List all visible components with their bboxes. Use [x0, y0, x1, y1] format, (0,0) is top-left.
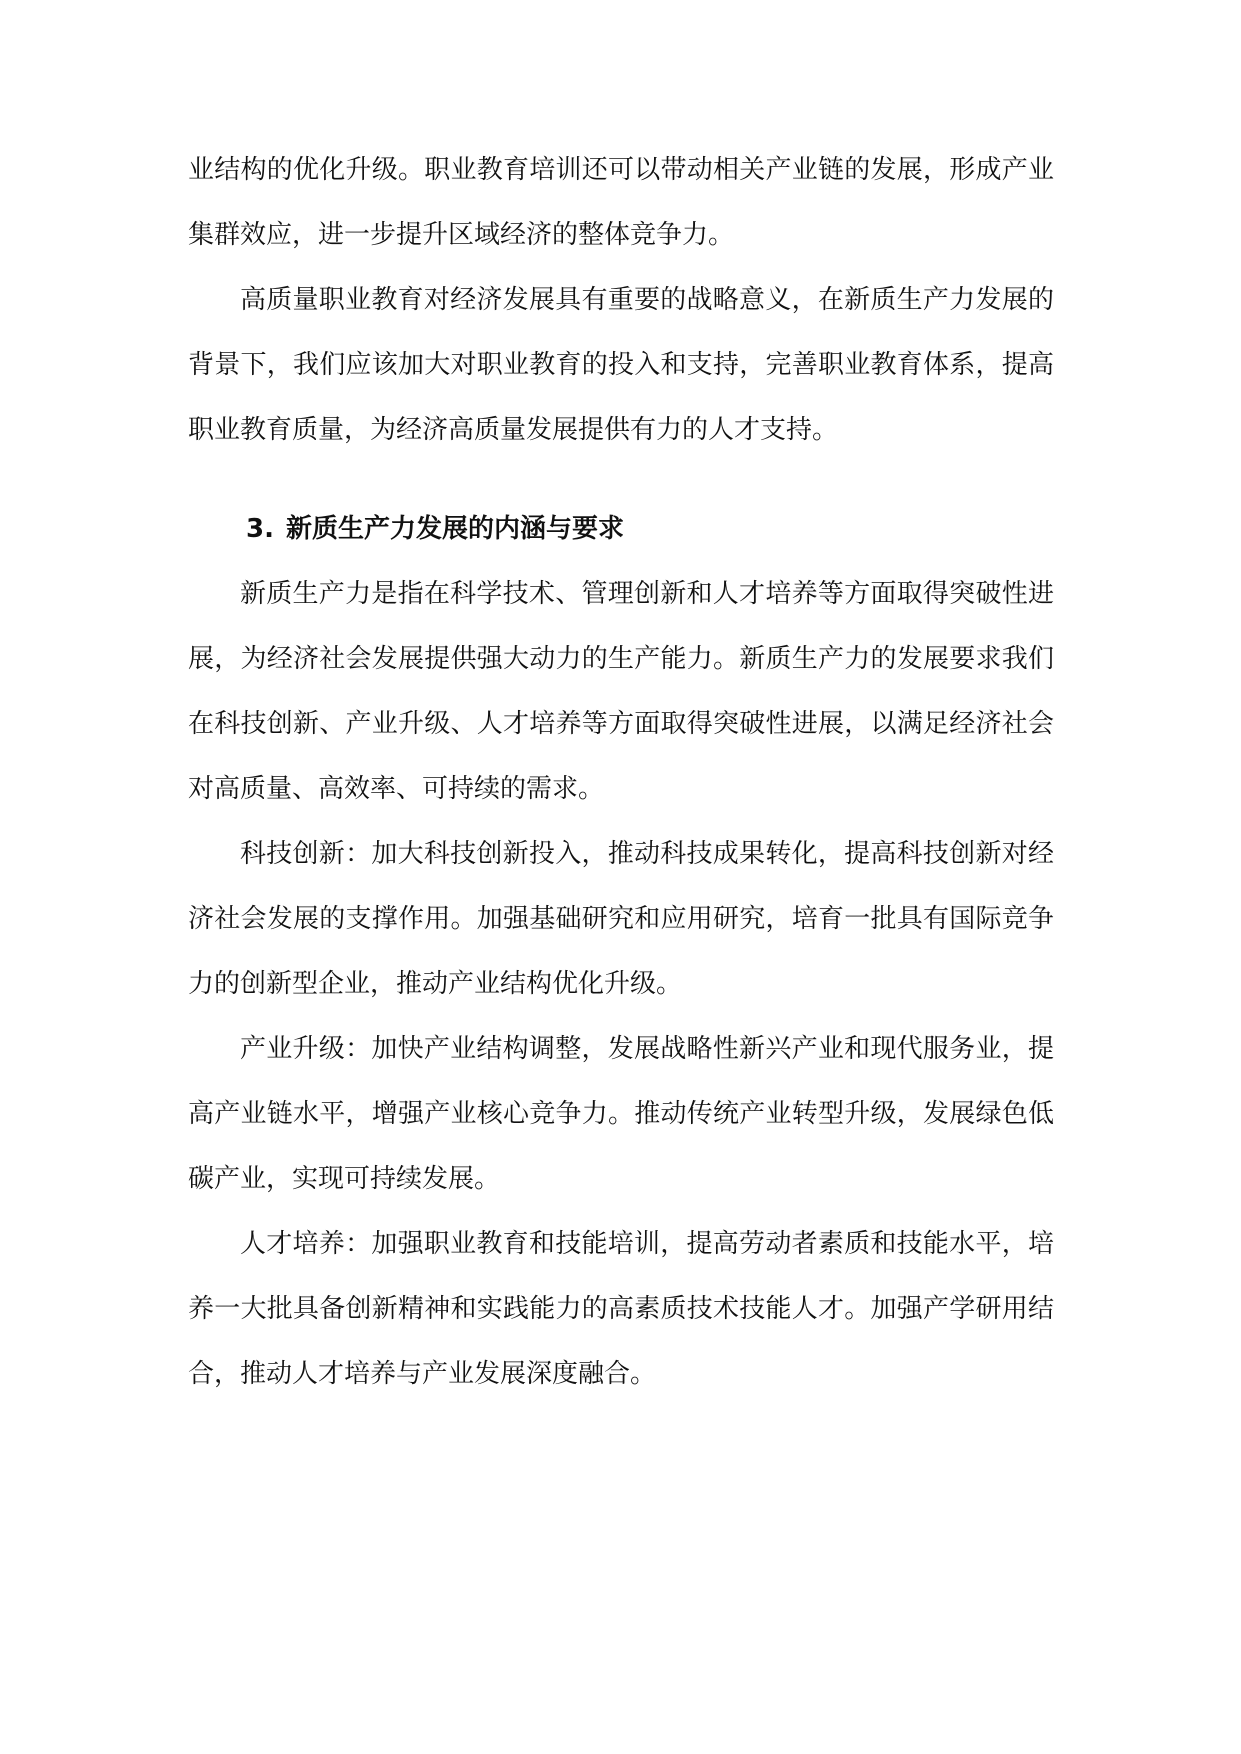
paragraph-industry-upgrade: 产业升级：加快产业结构调整，发展战略性新兴产业和现代服务业，提高产业链水平，增强产业核心竞争力。推动传统产业转型升级，发展绿色低碳产业，实现可持续发展。 — [188, 1034, 1054, 1194]
section-number: 3. — [246, 514, 274, 544]
section-heading — [188, 497, 1054, 562]
paragraph-continued: 业结构的优化升级。职业教育培训还可以带动相关产业链的发展，形成产业集群效应，进一步提升区域经济的整体竞争力。 — [188, 155, 1054, 250]
document-body — [188, 138, 1054, 1407]
paragraph-talent-cultivation: 人才培养：加强职业教育和技能培训，提高劳动者素质和技能水平，培养一大批具备创新精神和实践能力的高素质技术技能人才。加强产学研用结合，推动人才培养与产业发展深度融合。 — [188, 1229, 1054, 1389]
paragraph-tech-innovation: 科技创新：加大科技创新投入，推动科技成果转化，提高科技创新对经济社会发展的支撑作用。加强基础研究和应用研究，培育一批具有国际竞争力的创新型企业，推动产业结构优化升级。 — [188, 839, 1054, 999]
section-title: 新质生产力发展的内涵与要求 — [285, 514, 624, 544]
paragraph-new-productivity-definition: 新质生产力是指在科学技术、管理创新和人才培养等方面取得突破性进展，为经济社会发展提供强大动力的生产能力。新质生产力的发展要求我们在科技创新、产业升级、人才培养等方面取得突破性进展，以满足经济社会对高质量、高效率、可持续的需求。 — [188, 579, 1054, 804]
paragraph-vocational-education-significance: 高质量职业教育对经济发展具有重要的战略意义，在新质生产力发展的背景下，我们应该加大对职业教育的投入和支持，完善职业教育体系，提高职业教育质量，为经济高质量发展提供有力的人才支持。 — [188, 285, 1054, 445]
